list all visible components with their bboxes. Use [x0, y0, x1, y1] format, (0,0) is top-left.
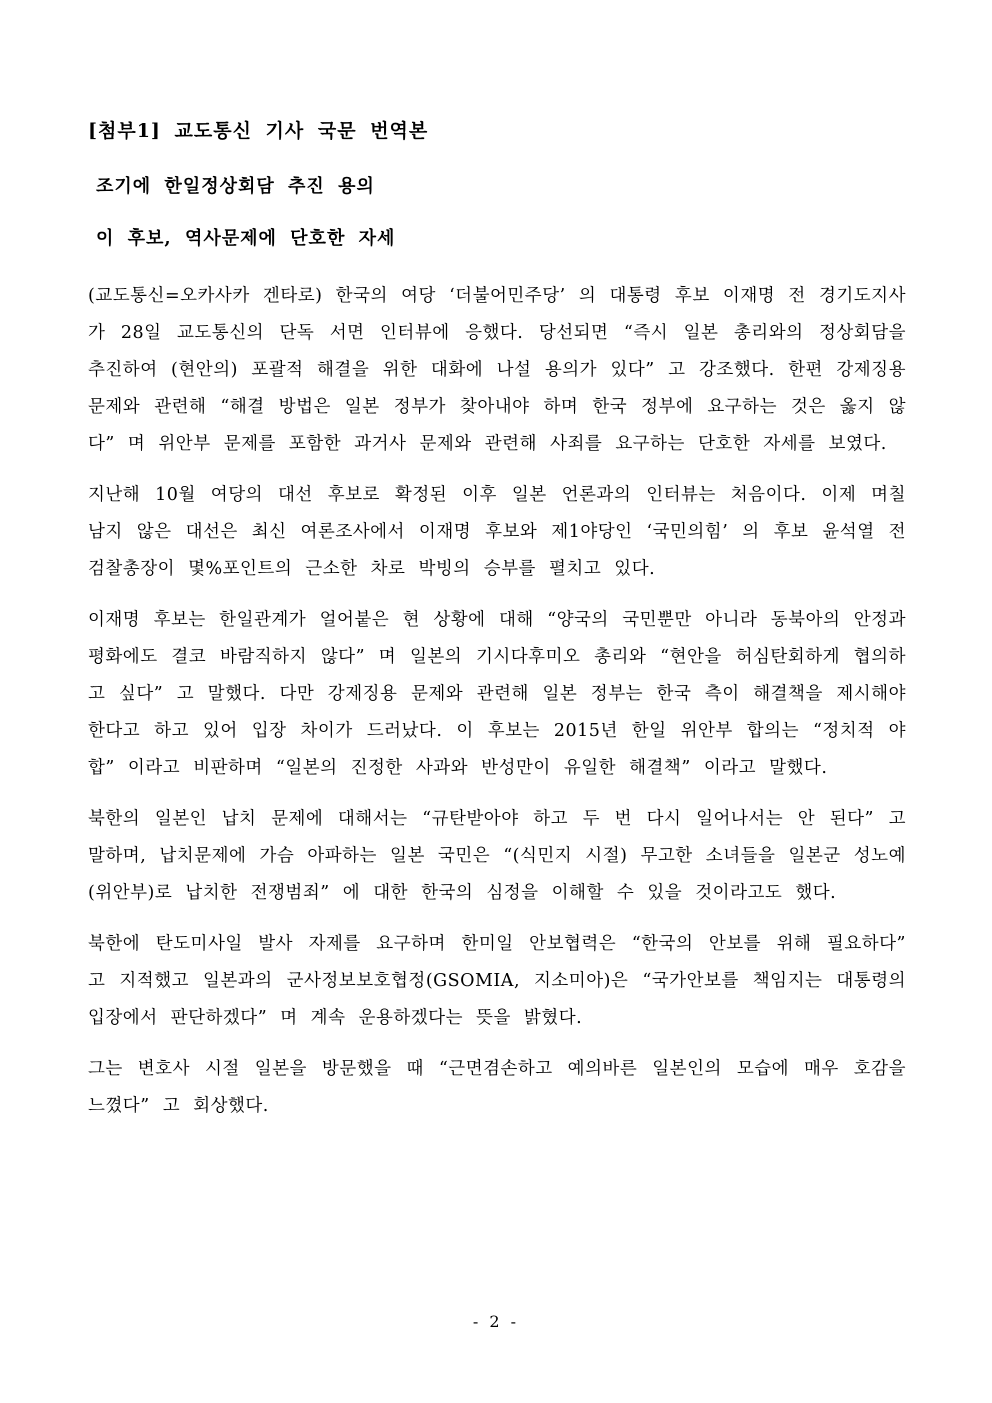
paragraph-interview-intro: (교도통신=오카사카 겐타로) 한국의 여당 ‘더불어민주당’ 의 대통령 후보 이재명 전 경기도지사가 28일 교도통신의 단독 서면 인터뷰에 응했다. 당선되면 “즉시 일본 총리와의 정상회담을 추진하여 (현안의) 포괄적 해결을 위한 대화에 나설 용의가 있다” 고 강조했다. 한편 강제징용 문제와 관련해 “해결 방법은 일본 정부가 찾아내야 하며 한국 정부에 요구하는 것은 옳지 않다” 며 위안부 문제를 포함한 과거사 문제와 관련해 사죄를 요구하는 단호한 자세를 보였다. [88, 286, 906, 454]
paragraph-security-cooperation: 북한에 탄도미사일 발사 자제를 요구하며 한미일 안보협력은 “한국의 안보를 위해 필요하다” 고 지적했고 일본과의 군사정보보호협정(GSOMIA, 지소미아)은 “국가안보를 책임지는 대통령의 입장에서 판단하겠다” 며 계속 운용하겠다는 뜻을 밝혔다. [88, 934, 906, 1028]
page-number: - 2 - [472, 1312, 520, 1331]
headline-summit: 조기에 한일정상회담 추진 용의 [96, 176, 375, 197]
attachment-title: [첨부1] 교도통신 기사 국문 번역본 [88, 120, 429, 142]
paragraph-election-race: 지난해 10월 여당의 대선 후보로 확정된 이후 일본 언론과의 인터뷰는 처음이다. 이제 며칠 남지 않은 대선은 최신 여론조사에서 이재명 후보와 제1야당인 ‘국민의힘’ 의 후보 윤석열 전 검찰총장이 몇%포인트의 근소한 차로 박빙의 승부를 펼치고 있다. [88, 485, 906, 579]
paragraph-abduction-issue: 북한의 일본인 납치 문제에 대해서는 “규탄받아야 하고 두 번 다시 일어나서는 안 된다” 고 말하며, 납치문제에 가슴 아파하는 일본 국민은 “(식민지 시절) 무고한 소녀들을 일본군 성노예(위안부)로 납치한 전쟁범죄” 에 대한 한국의 심정을 이해할 수 있을 것이라고도 했다. [88, 809, 906, 903]
headline-history-stance: 이 후보, 역사문제에 단호한 자세 [96, 228, 396, 249]
paragraph-lawyer-recollection: 그는 변호사 시절 일본을 방문했을 때 “근면겸손하고 예의바른 일본인의 모습에 매우 호감을 느꼈다” 고 회상했다. [88, 1059, 906, 1116]
paragraph-korea-japan-relations: 이재명 후보는 한일관계가 얼어붙은 현 상황에 대해 “양국의 국민뿐만 아니라 동북아의 안정과 평화에도 결코 바람직하지 않다” 며 일본의 기시다후미오 총리와 “현안을 허심탄회하게 협의하고 싶다” 고 말했다. 다만 강제징용 문제와 관련해 일본 정부는 한국 측이 해결책을 제시해야 한다고 하고 있어 입장 차이가 드러났다. 이 후보는 2015년 한일 위안부 합의는 “정치적 야합” 이라고 비판하며 “일본의 진정한 사과와 반성만이 유일한 해결책” 이라고 말했다. [88, 610, 906, 778]
